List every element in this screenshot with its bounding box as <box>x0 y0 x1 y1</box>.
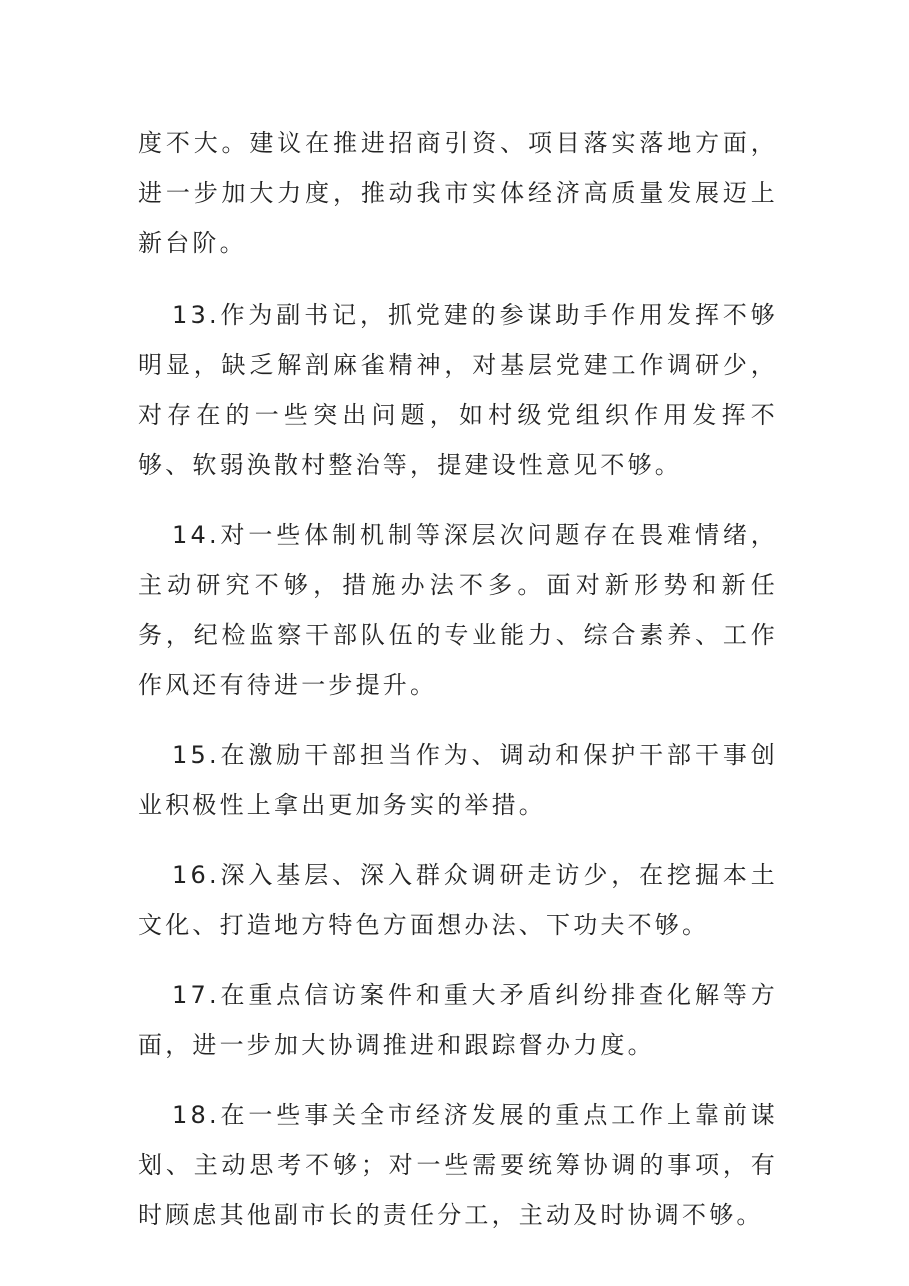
paragraph-continuation: 度不大。建议在推进招商引资、项目落实落地方面，进一步加大力度，推动我市实体经济高质量发展迈上新台阶。 <box>138 129 778 257</box>
paragraph-item-18: 18.在一些事关全市经济发展的重点工作上靠前谋划、主动思考不够；对一些需要统筹协调的事项，有时顾虑其他副市长的责任分工，主动及时协调不够。 <box>138 1101 778 1229</box>
document-body <box>138 118 778 1260</box>
paragraph-item-15: 15.在激励干部担当作为、调动和保护干部干事创业积极性上拿出更加务实的举措。 <box>138 741 778 819</box>
paragraph-item-16: 16.深入基层、深入群众调研走访少，在挖掘本土文化、打造地方特色方面想办法、下功夫不够。 <box>138 861 778 939</box>
paragraph-item-13: 13.作为副书记，抓党建的参谋助手作用发挥不够明显，缺乏解剖麻雀精神，对基层党建工作调研少，对存在的一些突出问题，如村级党组织作用发挥不够、软弱涣散村整治等，提建设性意见不够。 <box>138 301 778 479</box>
paragraph-item-14: 14.对一些体制机制等深层次问题存在畏难情绪，主动研究不够，措施办法不多。面对新形势和新任务，纪检监察干部队伍的专业能力、综合素养、工作作风还有待进一步提升。 <box>138 521 778 699</box>
paragraph-item-17: 17.在重点信访案件和重大矛盾纠纷排查化解等方面，进一步加大协调推进和跟踪督办力度。 <box>138 981 778 1059</box>
